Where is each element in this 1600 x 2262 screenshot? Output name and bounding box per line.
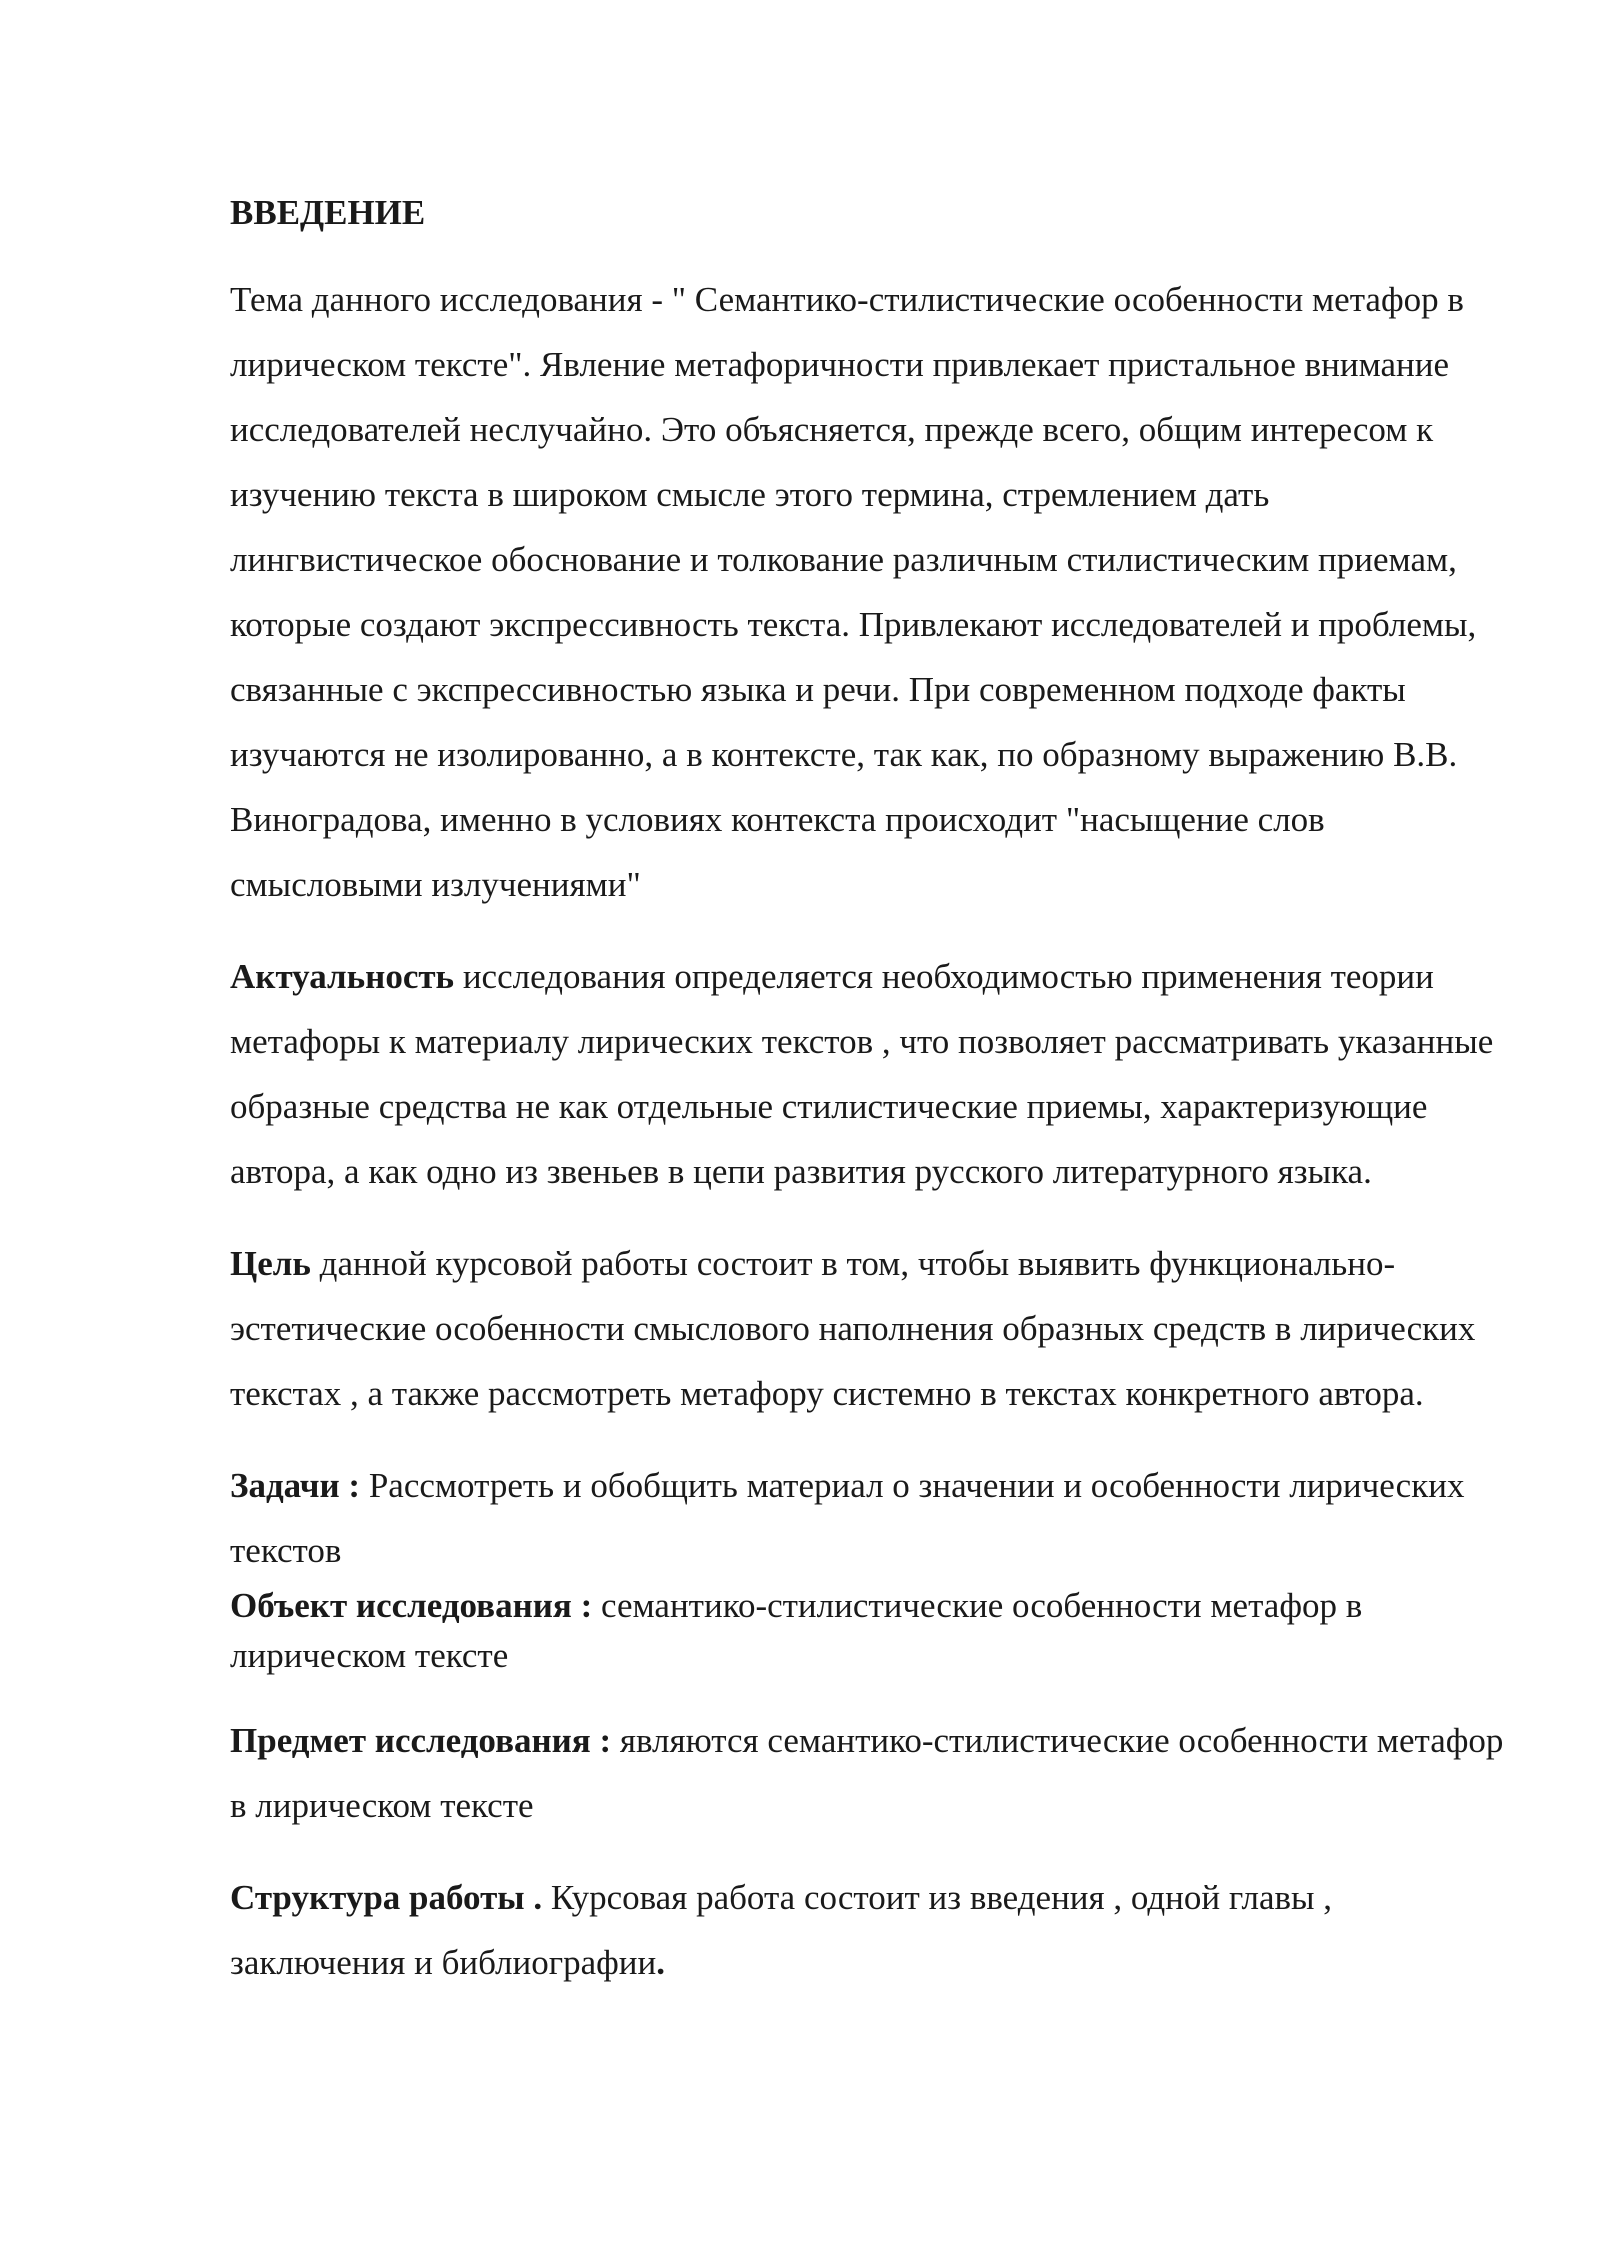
tasks-paragraph (230, 1453, 1510, 1583)
object-label: Объект исследования : (230, 1586, 593, 1625)
goal-text: данной курсовой работы состоит в том, чтобы выявить функционально-эстетические особенности смыслового наполнения образных средств в лирических текстах , а также рассмотреть метафору системно в текстах конкретного автора. (230, 1244, 1476, 1413)
subject-paragraph (230, 1708, 1510, 1838)
object-paragraph (230, 1581, 1510, 1681)
object-text: семантико-стилистические особенности метафор в лирическом тексте (230, 1586, 1363, 1675)
document-page (230, 170, 1510, 2022)
page-title: ВВЕДЕНИЕ (230, 193, 426, 232)
structure-text: Курсовая работа состоит из введения , одной главы , заключения и библиографии (230, 1878, 1333, 1982)
relevance-label: Актуальность (230, 957, 455, 996)
structure-paragraph (230, 1865, 1510, 1995)
relevance-paragraph (230, 944, 1510, 1204)
subject-label: Предмет исследования : (230, 1721, 612, 1760)
goal-label: Цель (230, 1244, 311, 1283)
relevance-text: исследования определяется необходимостью применения теории метафоры к материалу лирических текстов , что позволяет рассматривать указанные образные средства не как отдельные стилистические приемы, характеризующие автора, а как одно из звеньев в цепи развития русского литературного языка. (230, 957, 1494, 1191)
tasks-text: Рассмотреть и обобщить материал о значении и особенности лирических текстов (230, 1466, 1465, 1570)
structure-label: Структура работы . (230, 1878, 543, 1917)
subject-text: являются семантико-стилистические особенности метафор в лирическом тексте (230, 1721, 1504, 1825)
goal-paragraph (230, 1231, 1510, 1426)
structure-end: . (656, 1943, 666, 1982)
tasks-label: Задачи : (230, 1466, 361, 1505)
intro-paragraph: Тема данного исследования - " Семантико-стилистические особенности метафор в лирическом тексте". Явление метафоричности привлекает пристальное внимание исследователей неслучайно. Это объясняется, прежде всего, общим интересом к изучению текста в широком смысле этого термина, стремлением дать лингвистическое обоснование и толкование различным стилистическим приемам, которые создают экспрессивность текста. Привлекают исследователей и проблемы, связанные с экспрессивностью языка и речи. При современном подходе факты изучаются не изолированно, а в контексте, так как, по образному выражению В.В. Виноградова, именно в условиях контекста происходит "насыщение слов смысловыми излучениями" (230, 280, 1477, 904)
